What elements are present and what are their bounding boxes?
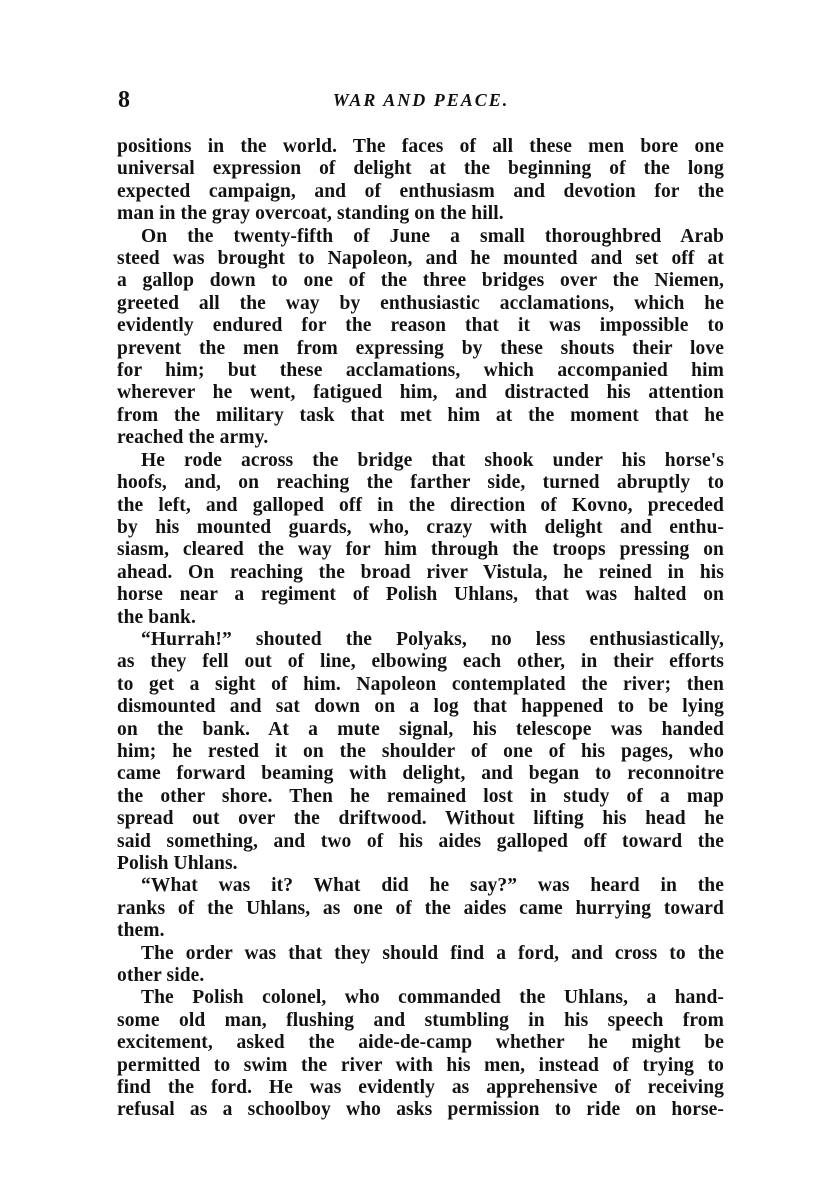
text-line: positions in the world. The faces of all these men bore one [117,136,724,157]
text-line: Polish Uhlans. [117,853,238,874]
text-line: horse near a regiment of Polish Uhlans, that was halted on [117,584,724,606]
text-line: “Hurrah!” shouted the Polyaks, no less enthusiastically, [141,628,724,650]
text-line: expected campaign, and of enthusiasm and devotion for the [117,180,724,202]
text-line: on the bank. At a mute signal, his telescope was handed [117,718,724,740]
text-line: from the military task that met him at the moment that he [117,404,724,426]
text-line: permitted to swim the river with his men, instead of trying to [117,1054,724,1076]
text-line: said something, and two of his aides galloped off toward the [117,830,724,852]
text-line: them. [117,920,165,942]
text-line: universal expression of delight at the beginning of the long [117,158,724,180]
text-line: wherever he went, fatigued him, and distracted his attention [117,382,724,404]
text-line: hoofs, and, on reaching the farther side, turned abruptly to [117,472,724,494]
text-line: for him; but these acclamations, which accompanied him [117,360,724,382]
text-line: On the twenty-fifth of June a small thoroughbred Arab [141,225,724,247]
text-line: to get a sight of him. Napoleon contemplated the river; then [117,673,724,695]
text-line: evidently endured for the reason that it was impossible to [117,315,724,337]
text-line: “What was it? What did he say?” was heard in the [141,875,724,897]
body-text [117,136,724,1122]
text-line: The order was that they should find a ford, and cross to the [141,942,724,964]
text-line: reached the army. [117,427,269,449]
text-line: The Polish colonel, who commanded the Uhlans, a hand- [141,987,724,1009]
text-line: came forward beaming with delight, and began to reconnoitre [117,763,724,785]
page-number: 8 [118,87,130,113]
text-line: ranks of the Uhlans, as one of the aides came hurrying toward [117,897,724,919]
text-line: a gallop down to one of the three bridges over the Niemen, [117,270,724,292]
text-line: excitement, asked the aide-de-camp whether he might be [117,1032,724,1054]
text-line: as they fell out of line, elbowing each other, in their efforts [117,651,724,673]
text-line: the left, and galloped off in the direction of Kovno, preceded [117,494,724,516]
text-line: the other shore. Then he remained lost in study of a map [117,785,724,807]
text-line: man in the gray overcoat, standing on the hill. [117,203,504,225]
text-line: other side. [117,965,205,987]
running-title: WAR AND PEACE. [332,90,510,110]
text-line: greeted all the way by enthusiastic acclamations, which he [117,292,724,314]
text-line: some old man, flushing and stumbling in his speech from [117,1009,724,1031]
text-line: by his mounted guards, who, crazy with delight and enthu- [117,516,724,538]
text-line: He rode across the bridge that shook under his horse's [141,449,724,471]
text-line: prevent the men from expressing by these shouts their love [117,337,724,359]
text-line: siasm, cleared the way for him through the troops pressing on [117,539,724,561]
text-line: dismounted and sat down on a log that happened to be lying [117,696,724,718]
text-line: find the ford. He was evidently as apprehensive of receiving [117,1077,724,1099]
text-line: refusal as a schoolboy who asks permission to ride on horse- [117,1099,724,1121]
text-line: him; he rested it on the shoulder of one of his pages, who [117,740,724,762]
text-line: the bank. [117,606,196,628]
page-header [118,86,724,116]
text-line: steed was brought to Napoleon, and he mounted and set off at [117,248,724,270]
text-line: spread out over the driftwood. Without lifting his head he [117,808,724,830]
text-line: ahead. On reaching the broad river Vistula, he reined in his [117,561,724,583]
